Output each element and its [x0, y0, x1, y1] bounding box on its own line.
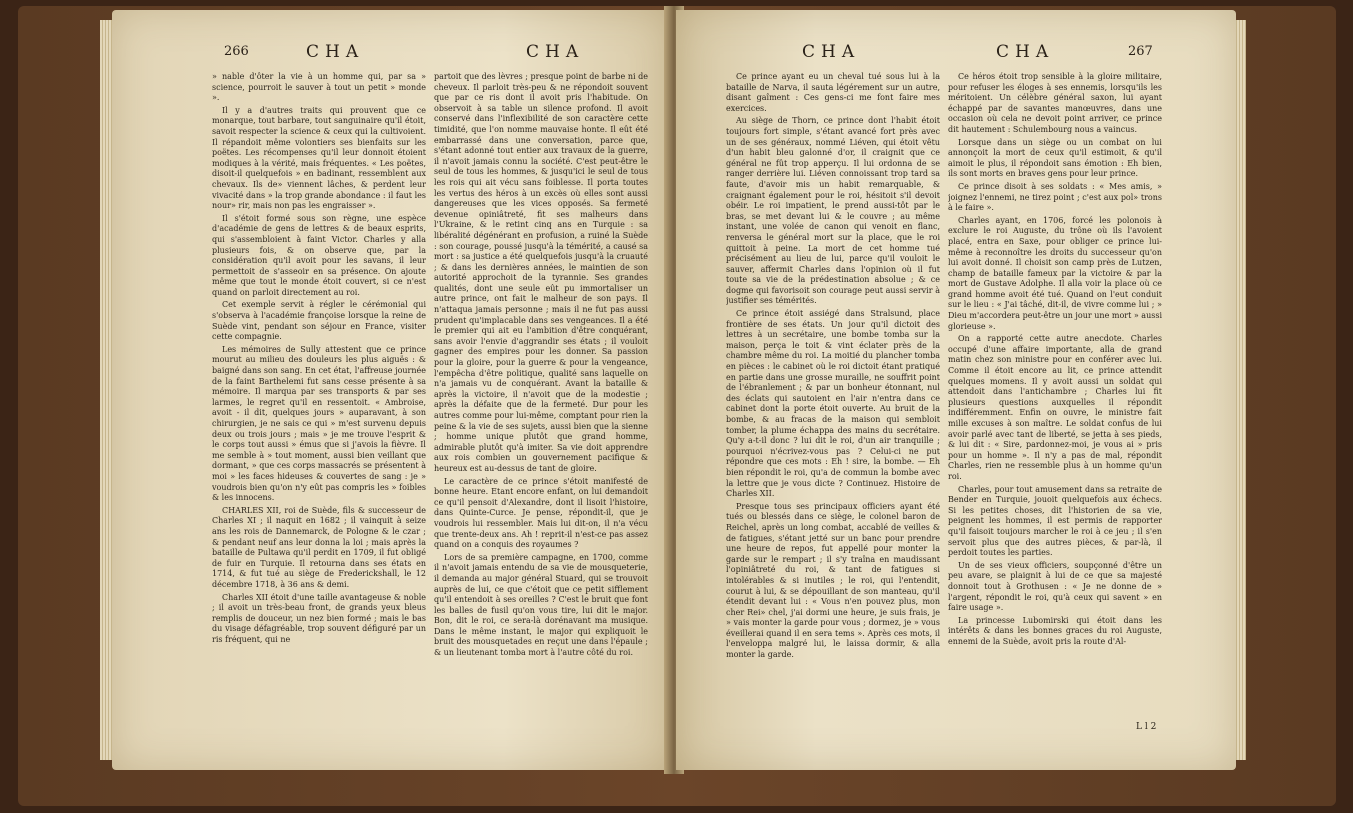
page-edges-right — [1236, 20, 1246, 760]
paragraph: CHARLES XII, roi de Suède, fils & successeur de Charles XI ; il naquit en 1682 ; il vainquit à seize ans les rois de Dannemarck, de Pologne & le czar ; & pendant neuf ans leur donna la loi ; mais après la bataille de Pultawa qu'il perdit en 1709, il fut obligé de fuir en Turquie. Il retourna dans ses états en 1714, & fut tué au siège de Frederickshall, le 12 décembre 1718, à 36 ans & demi. — [212, 505, 426, 589]
paragraph: On a rapporté cette autre anecdote. Charles occupé d'une affaire importante, alla de grand matin chez son ministre pour en conférer avec lui. Comme il étoit encore au lit, ce prince attendit quelques momens. Il y avoit aussi un soldat qui attendoit dans l'antichambre ; Charles lui fit plusieurs questions auxquelles il répondit indifféremment. Enfin on ouvre, le ministre fait mille excuses à son maître. Le soldat confus de lui avoir parlé avec tant de liberté, se jetta à ses pieds, & lui dit : « Sire, pardonnez-moi, je vous ai » pris pour un homme ». Il n'y a pas de mal, répondit Charles, rien ne ressemble plus à un homme qu'un roi. — [948, 334, 1162, 481]
page-number-left: 266 — [224, 44, 249, 59]
page-edges-left — [100, 20, 112, 760]
paragraph: Ce prince étoit assiégé dans Stralsund, place frontière de ses états. Un jour qu'il dictoit des lettres à un secrétaire, une bombe tomba sur la maison, perça le toit & vint éclater près de la chambre même du roi. La moitié du plancher tomba en pièces : le cabinet où le roi dictoit étant pratiqué en partie dans une grosse muraille, ne souffrit point de l'ébranlement ; & par un bonheur étonnant, nul des éclats qui sautoient en l'air n'entra dans ce cabinet dont la porte étoit ouverte. Au bruit de la bombe, & au fracas de la maison qui sembloit tomber, la plume échappa des mains du secrétaire. Qu'y a-t-il donc ? lui dit le roi, d'un air tranquille ; pourquoi n'écrivez-vous pas ? Celui-ci ne put répondre que ces mots : Eh ! sire, la bombe. — Eh bien répondit le roi, qu'a de commun la bombe avec la lettre que je vous dicte ? Continuez. Histoire de Charles XII. — [726, 309, 940, 499]
paragraph: Charles XII étoit d'une taille avantageuse & noble ; il avoit un très-beau front, de grands yeux bleus remplis de douceur, un nez bien formé ; mais le bas du visage défagréable, trop souvent défiguré par un ris fréquent, qui ne — [212, 592, 426, 644]
left-page — [112, 10, 672, 770]
paragraph: Lors de sa première campagne, en 1700, comme il n'avoit jamais entendu de sa vie de mousqueterie, il demanda au major général Stuard, qui se trouvoit auprès de lui, ce que c'étoit que ce petit sifflement qu'il entendoit à ses oreilles ? C'est le bruit que font les balles de fusil qu'on vous tire, lui dit le major. Bon, dit le roi, ce sera-là dorénavant ma musique. Dans le même instant, le major qui expliquoit le bruit des mousquetades en reçut une dans l'épaule ; & un lieutenant tomba mort à l'autre côté du roi. — [434, 552, 648, 658]
paragraph: Presque tous ses principaux officiers ayant été tués ou blessés dans ce siège, le colonel baron de Reichel, après un long combat, accablé de veilles & de fatigues, s'étant jetté sur un banc pour prendre une heure de repos, fut appellé pour monter la garde sur le rempart ; il s'y traîna en maudissant l'opiniâtreté du roi, & tant de fatigues si intolérables & si inutiles ; le roi, qui l'entendit, courut à lui, & se dépouillant de son manteau, qu'il étendit devant lui : « Vous n'en pouvez plus, mon cher Rei» chel, j'ai dormi une heure, je suis frais, je » vais monter la garde pour vous ; dormez, je » vous éveillerai quand il en sera tems ». Après ces mots, il l'enveloppa malgré lui, le laissa dormir, & alla monter la garde. — [726, 501, 940, 660]
signature-mark: L l 2 — [1136, 722, 1157, 732]
right-page — [676, 10, 1236, 770]
paragraph: partoit que des lèvres ; presque point de barbe ni de cheveux. Il parloit très-peu & ne répondoit souvent que par ce ris dont il avoit pris l'habitude. On observoit à sa table un silence profond. Il avoit conservé dans l'inflexibilité de son caractère cette timidité, que l'on nomme mauvaise honte. Il eût été embarrassé dans une conversation, parce que, s'étant adonné tout entier aux travaux de la guerre, il n'avoit jamais connu la société. C'est peut-être le seul de tous les hommes, & jusqu'ici le seul de tous les rois qui ait vécu sans foiblesse. Il porta toutes les vertus des héros à un excès où elles sont aussi dangereuses que les vices opposés. Sa fermeté devenue opiniâtreté, fit ses malheurs dans l'Ukraine, & le retint cinq ans en Turquie : sa libéralité dégénérant en profusion, a ruiné la Suède : son courage, poussé jusqu'à la témérité, a causé sa mort : sa justice a été quelquefois jusqu'à la cruauté ; & dans les dernières années, le maintien de son autorité approchoit de la tyrannie. Ses grandes qualités, dont une seule eût pu immortaliser un autre prince, ont fait le malheur de son pays. Il n'attaqua jamais personne ; mais il ne fut pas aussi prudent qu'implacable dans ses vengeances. Il a été le premier qui ait eu l'ambition d'être conquérant, sans avoir l'envie d'aggrandir ses états ; il vouloit gagner des empires pour les donner. Sa passion pour la gloire, pour la guerre & pour la vengeance, l'empêcha d'être politique, qualité sans laquelle on n'a jamais vu de conquérant. Avant la bataille & après la victoire, il n'avoit que de la modestie ; après la défaite que de la fermeté. Dur pour les autres comme pour lui-même, comptant pour rien la peine & la vie de ses sujets, aussi bien que la sienne ; homme unique plutôt que grand homme, admirable plutôt qu'à imiter. Sa vie doit apprendre aux rois combien un gouvernement pacifique & heureux est au-dessus de tant de gloire. — [434, 72, 648, 473]
running-head-right-col1: CHA — [802, 42, 861, 62]
paragraph: Charles ayant, en 1706, forcé les polonois à exclure le roi Auguste, du trône où ils l'avoient placé, entra en Saxe, pour obliger ce prince lui-même à reconnoître les droits du successeur qu'on lui avoit donné. Il choisit son camp près de Lutzen, champ de bataille fameux par la victoire & par la mort de Gustave Adolphe. Il alla voir la place où ce grand homme avoit été tué. Quand on l'eut conduit sur le lieu : « J'ai tâché, dit-il, de vivre comme lui ; » Dieu m'accordera peut-être un jour une mort » aussi glorieuse ». — [948, 215, 1162, 331]
paragraph: Le caractère de ce prince s'étoit manifesté de bonne heure. Etant encore enfant, on lui demandoit ce qu'il pensoit d'Alexandre, dont il lisoit l'histoire, dans Quinte-Curce. Je pense, répondit-il, que je voudrois lui ressembler. Mais lui dit-on, il n'a vécu que trente-deux ans. Ah ! reprit-il n'est-ce pas assez quand on a conquis des royaumes ? — [434, 476, 648, 550]
left-page-column-1 — [212, 72, 426, 722]
running-head-left-col1: CHA — [306, 42, 365, 62]
running-head-right-col2: CHA — [996, 42, 1055, 62]
paragraph: Ce héros étoit trop sensible à la gloire militaire, pour refuser les éloges à ses ennemis, lorsqu'ils les méritoient. Un célèbre général saxon, lui ayant échappé par de savantes manœuvres, dans une occasion où cela ne devoit point arriver, ce prince dit hautement : Schulembourg nous a vaincus. — [948, 72, 1162, 134]
paragraph: Au siège de Thorn, ce prince dont l'habit étoit toujours fort simple, s'étant avancé fort près avec un de ses généraux, nommé Liéven, qui étoit vêtu d'un habit bleu galonné d'or, il craignit que ce général ne fût trop apperçu. Il lui ordonna de se ranger derrière lui. Liéven connoissant trop tard sa faute, d'avoir mis un habit remarquable, & craignant également pour le roi, hésitoit s'il devoit obéir. Le roi impatient, le prend aussi-tôt par le bras, se met devant lui & le couvre ; au même instant, une volée de canon qui venoit en flanc, renversa le général mort sur la place, que le roi quittoit à peine. La mort de cet homme tué précisément au lieu de lui, parce qu'il vouloit le sauver, affermit Charles dans l'opinion où il fut toute sa vie de la prédestination absolue ; & ce dogme qui favorisoit son courage peut aussi servir à justifier ses témérités. — [726, 116, 940, 306]
paragraph: Ce prince disoit à ses soldats : « Mes amis, » joignez l'ennemi, ne tirez point ; c'est aux pol» trons à le faire ». — [948, 181, 1162, 213]
paragraph: La princesse Lubomirski qui étoit dans les intérêts & dans les bonnes graces du roi Auguste, ennemi de la Suède, avoit pris la route d'Al- — [948, 615, 1162, 646]
left-page-header — [112, 44, 672, 68]
right-page-column-1 — [726, 72, 940, 722]
left-page-column-2 — [434, 72, 648, 722]
paragraph: Charles, pour tout amusement dans sa retraite de Bender en Turquie, jouoit quelquefois aux échecs. Si les petites choses, dit l'historien de sa vie, peignent les hommes, il est permis de rapporter qu'il faisoit toujours marcher le roi à ce jeu ; il s'en servoit plus que des autres pièces, & par-là, il perdoit toutes les parties. — [948, 484, 1162, 558]
paragraph: Il s'étoit formé sous son règne, une espèce d'académie de gens de lettres & de beaux esprits, qui s'assembloient à faint Victor. Charles y alla plusieurs fois, & on observe que, par la considération qu'il avoit pour les savans, il leur permettoit de s'asseoir en sa présence. On ajoute même que tout le monde étoit couvert, si ce n'est quand on parloit directement au roi. — [212, 213, 426, 297]
paragraph: Ce prince ayant eu un cheval tué sous lui à la bataille de Narva, il sauta légérement sur un autre, disant gaîment : Ces gens-ci me font faire mes exercices. — [726, 72, 940, 113]
right-page-column-2 — [948, 72, 1162, 722]
paragraph: Un de ses vieux officiers, soupçonné d'être un peu avare, se plaignit à lui de ce que sa majesté donnoit tout à Grothusen : « Je ne donne de » l'argent, répondit le roi, qu'à ceux qui savent » en faire usage ». — [948, 560, 1162, 613]
paragraph: Cet exemple servit à régler le cérémonial qui s'observa à l'académie françoise lorsque la reine de Suède vint, pendant son séjour en France, visiter cette compagnie. — [212, 300, 426, 342]
paragraph: Il y a d'autres traits qui prouvent que ce monarque, tout barbare, tout sanguinaire qu'il étoit, savoit respecter la science & ceux qui la cultivoient. Il répandoit même volontiers ses bienfaits sur les poëtes. Les récompenses qu'il leur donnoit étoient modiques à la vérité, mais fréquentes. « Les poëtes, disoit-il quelquefois » en badinant, ressemblent aux chevaux. Ils de» viennent lâches, & perdent leur vivacité dans » la trop grande abondance : il faut les nour» rir, mais non pas les engraisser ». — [212, 105, 426, 211]
page-number-right: 267 — [1128, 44, 1153, 59]
paragraph: » nable d'ôter la vie à un homme qui, par sa » science, pourroit le sauver à tout un petit » monde ». — [212, 72, 426, 103]
paragraph: Lorsque dans un siège ou un combat on lui annonçoit la mort de ceux qu'il estimoit, & qu'il aimoit le plus, il répondoit sans émotion : Eh bien, ils sont morts en braves gens pour leur prince. — [948, 137, 1162, 179]
running-head-left-col2: CHA — [526, 42, 585, 62]
paragraph: Les mémoires de Sully attestent que ce prince mourut au milieu des douleurs les plus aiguës : & baigné dans son sang. En cet état, l'affreuse journée de la faint Barthelemi fut sans cesse présente à sa mémoire. Il marqua par ses transports & par ses larmes, le regret qu'il en ressentoit. « Ambroise, avoit - il dit, quelques jours » auparavant, à son chirurgien, je ne sais ce qui » m'est survenu depuis deux ou trois jours ; mais » je me trouve l'esprit & le corps tout aussi » émus que si j'avois la fièvre. Il me semble à » tout moment, aussi bien veillant que dormant, » que ces corps massacrés se présentent à moi » les faces hideuses & couvertes de sang : je » voudrois bien qu'on n'y eût pas compris les » foibles & les innocens. — [212, 344, 426, 503]
right-page-header — [676, 44, 1236, 68]
